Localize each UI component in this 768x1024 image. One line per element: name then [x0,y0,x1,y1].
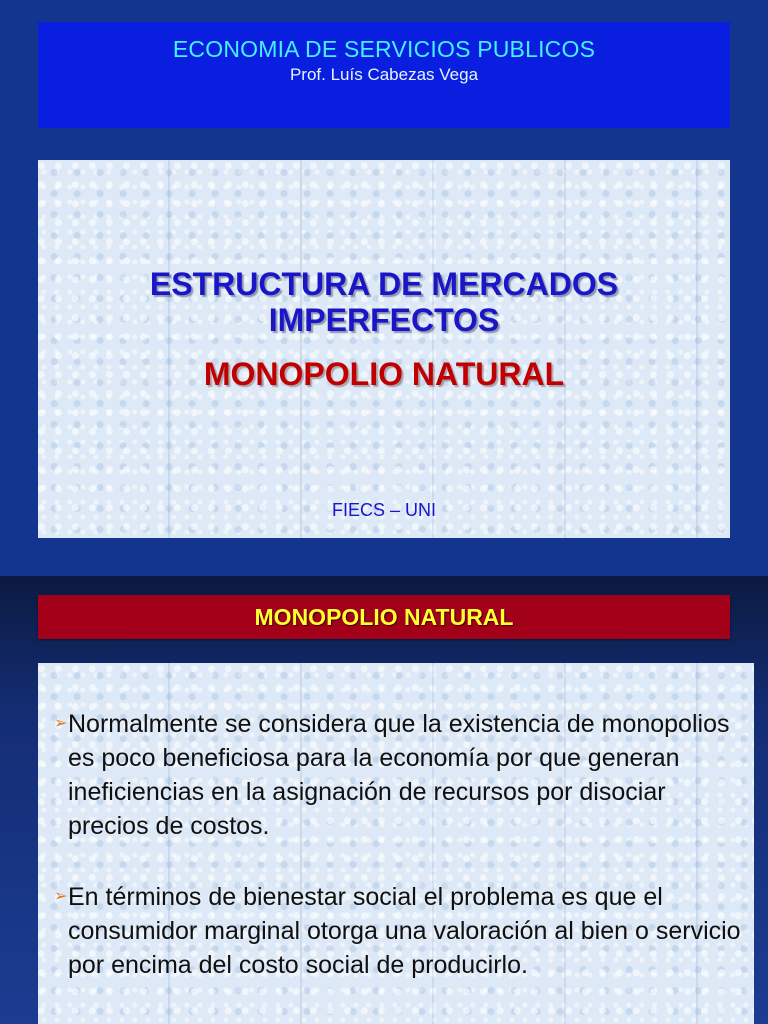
professor-name: Prof. Luís Cabezas Vega [289,65,479,84]
section-heading-bar [38,595,730,639]
arrow-bullet-icon: ➢ [54,715,68,732]
section-heading: MONOPOLIO NATURAL [254,604,514,630]
title-panel [38,160,730,538]
arrow-bullet-icon: ➢ [54,888,68,905]
subtitle: MONOPOLIO NATURAL [203,356,565,392]
bullet-item [54,707,744,843]
content-panel [38,663,754,1024]
main-title: ESTRUCTURA DE MERCADOS IMPERFECTOS [149,266,619,338]
slide-2 [0,576,768,1024]
course-title: ECONOMIA DE SERVICIOS PUBLICOS [172,36,596,62]
course-header [38,22,730,128]
bullet-text: En términos de bienestar social el problema es que el consumidor marginal otorga una valoración al bien o servicio por encima del costo social de producirlo. [68,883,741,979]
bullet-item [54,880,744,982]
institution-footer: FIECS – UNI [331,500,437,520]
bullet-text: Normalmente se considera que la existencia de monopolios es poco beneficiosa para la economía por que generan ineficiencias en la asignación de recursos por disociar precios de costos. [68,710,730,840]
